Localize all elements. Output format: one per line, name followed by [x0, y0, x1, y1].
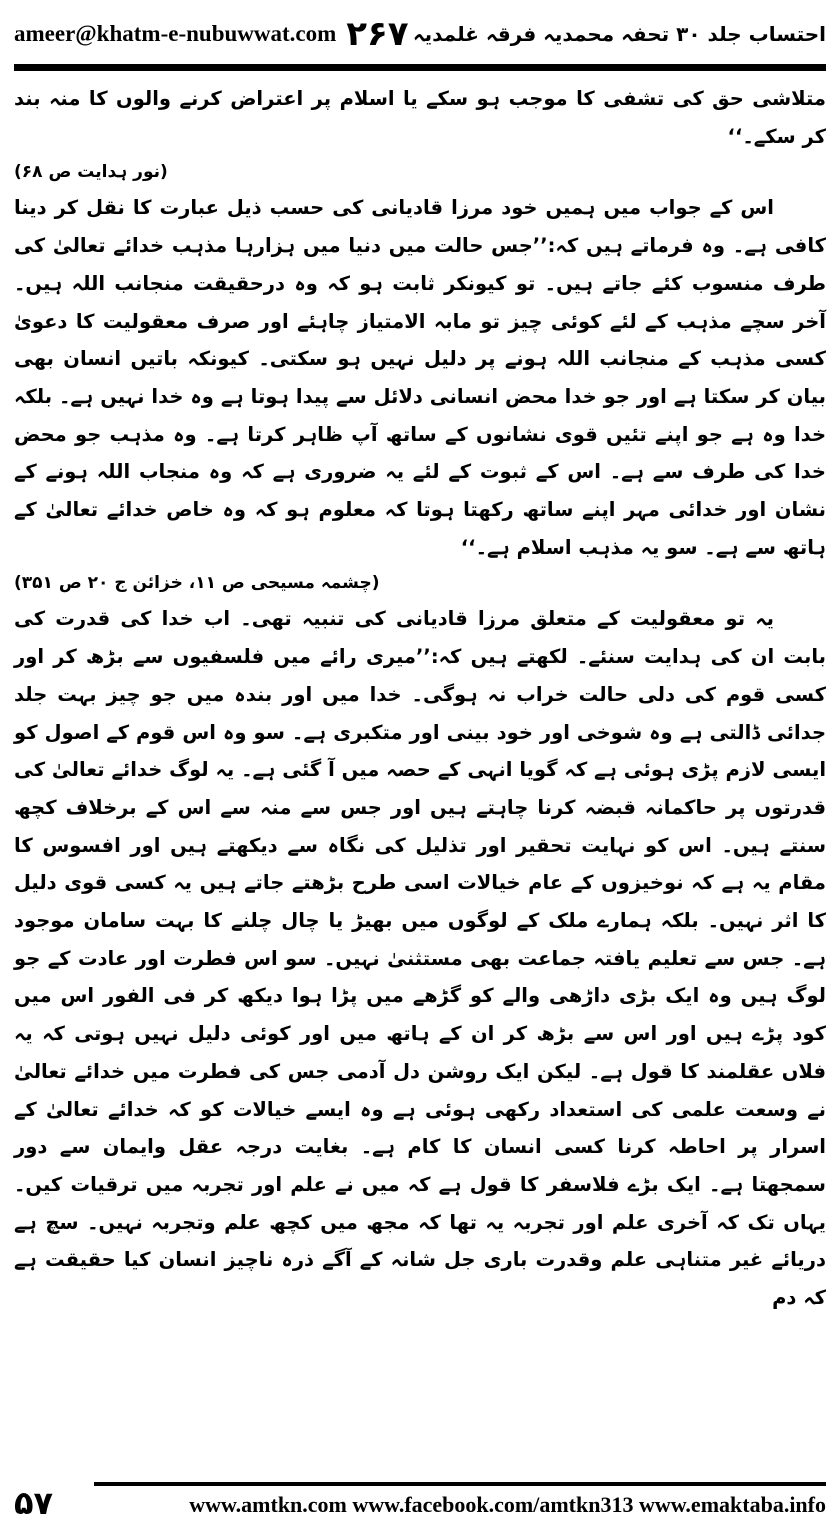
header-left-group [14, 14, 409, 54]
paragraph-1: اس کے جواب میں ہمیں خود مرزا قادیانی کی حسب ذیل عبارت کا نقل کر دینا کافی ہے۔ وہ فرماتے ہیں کہ:’’جس حالت میں دنیا میں ہزارہا مذہب خدائے تعالیٰ کی طرف منسوب کئے جاتے ہیں۔ تو کیونکر ثابت ہو کہ وہ درحقیقت منجانب اللہ ہیں۔ آخر سچے مذہب کے لئے کوئی چیز تو مابہ الامتیاز چاہئے اور صرف معقولیت کا دعویٰ کسی مذہب کے منجانب اللہ ہونے پر دلیل نہیں ہو سکتی۔ کیونکہ باتیں انسان بھی بیان کر سکتا ہے اور جو خدا محض انسانی دلائل سے پیدا ہوتا ہے وہ خدا نہیں ہے۔ بلکہ خدا وہ ہے جو اپنے تئیں قوی نشانوں کے ساتھ آپ ظاہر کرتا ہے۔ وہ مذہب جو محض خدا کی طرف سے ہے۔ اس کے ثبوت کے لئے یہ ضروری ہے کہ وہ منجاب اللہ ہونے کے نشان اور خدائی مہر اپنے ساتھ رکھتا ہوتا کہ معلوم ہو کہ وہ خاص خدائے تعالیٰ کے ہاتھ سے ہے۔ سو یہ مذہب اسلام ہے۔‘‘ [14, 196, 826, 559]
header-email: ameer@khatm-e-nubuwwat.com [14, 21, 337, 46]
page-body [14, 80, 826, 1317]
page-footer [14, 1480, 826, 1526]
footer-rule [94, 1482, 826, 1526]
page-header [14, 10, 826, 58]
reference-chashma-masihi: (چشمہ مسیحی ص ۱۱، خزائن ج ۲۰ ص ۳۵۱) [14, 573, 380, 594]
footer-links: www.amtkn.com www.facebook.com/amtkn313 www.emaktaba.info [189, 1492, 826, 1517]
header-running-title: احتساب جلد ۳۰ تحفہ محمدیہ فرقہ غلمدیہ [412, 22, 826, 46]
intro-line: متلاشی حق کی تشفی کا موجب ہو سکے یا اسلام پر اعتراض کرنے والوں کا منہ بند کر سکے۔‘‘ [14, 87, 826, 148]
header-page-number: ۲۶۷ [346, 14, 409, 54]
header-rule [14, 64, 826, 71]
footer-page-number: ۵۷ [14, 1484, 54, 1522]
paragraph-2: یہ تو معقولیت کے متعلق مرزا قادیانی کی تنبیہ تھی۔ اب خدا کی قدرت کی بابت ان کی ہدایت سنئے۔ لکھتے ہیں کہ:’’میری رائے میں فلسفیوں سے بڑھ کر اور کسی قوم کی دلی حالت خراب نہ ہوگی۔ خدا میں اور بندہ میں جو چیز بہت جلد جدائی ڈالتی ہے وہ شوخی اور خود بینی اور متکبری ہے۔ سو وہ اس قوم کے اصول کو ایسی لازم پڑی ہوئی ہے کہ گویا انہی کے حصہ میں آ گئی ہے۔ یہ لوگ خدائے تعالیٰ کی قدرتوں پر حاکمانہ قبضہ کرنا چاہتے ہیں اور جس سے منہ سے اس کے برخلاف کچھ سنتے ہیں۔ اس کو نہایت تحقیر اور تذلیل کی نگاہ سے دیکھتے ہیں اور افسوس کا مقام یہ ہے کہ نوخیزوں کے عام خیالات اسی طرح بڑھتے جاتے ہیں یہ کسی قوی دلیل کا اثر نہیں۔ بلکہ ہمارے ملک کے لوگوں میں بھیڑ یا چال چلنے کا بہت سامان موجود ہے۔ جس سے تعلیم یافتہ جماعت بھی مستثنیٰ نہیں۔ سو اس فطرت اور عادت کے جو لوگ ہیں وہ ایک بڑی داڑھی والے کو گڑھے میں پڑا ہوا دیکھ کر فی الفور اس میں کود پڑے ہیں اور اس سے بڑھ کر ان کے ہاتھ میں اور کوئی دلیل نہیں ہوتی کہ یہ فلاں عقلمند کا قول ہے۔ لیکن ایک روشن دل آدمی جس کی فطرت میں خدائے تعالیٰ نے وسعت علمی کی استعداد رکھی ہوئی ہے وہ ایسے خیالات کو کہ خدائے تعالیٰ کے اسرار پر احاطہ کرنا کسی انسان کا کام ہے۔ بغایت درجہ عقل وایمان سے دور سمجھتا ہے۔ ایک بڑے فلاسفر کا قول ہے کہ میں نے علم اور تجربہ میں ترقیات کیں۔ یہاں تک کہ آخری علم اور تجربہ یہ تھا کہ مجھ میں کچھ علم وتجربہ نہیں۔ سچ ہے دریائے غیر متناہی علم وقدرت باری جل شانہ کے آگے ذرہ ناچیز انسان کیا حقیقت ہے کہ دم [14, 607, 826, 1310]
reference-nur-hidayat: (نور ہدایت ص ۶۸) [14, 162, 168, 183]
